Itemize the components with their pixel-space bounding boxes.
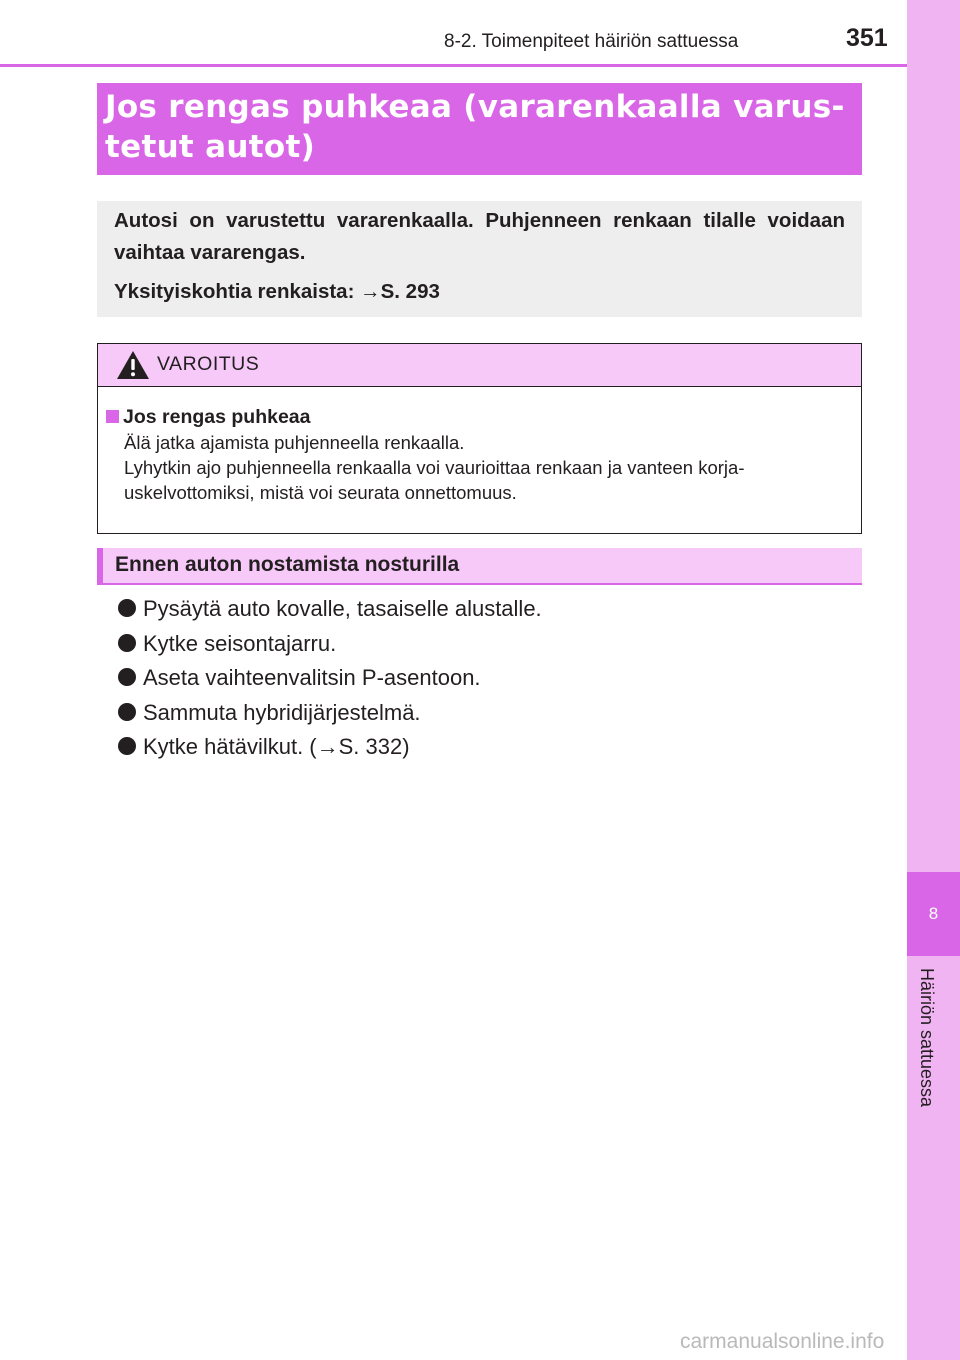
list-item xyxy=(118,696,858,731)
warning-triangle-icon xyxy=(116,350,150,380)
intro-text: Autosi on varustettu vararenkaalla. Puhjenneen renkaan tilalle voidaan vaihtaa vararengas. xyxy=(114,209,845,264)
bullet-dot-icon xyxy=(118,599,136,617)
list-item-text: Sammuta hybridijärjestelmä. xyxy=(143,699,421,725)
title-band xyxy=(97,83,862,175)
subsection-title: Ennen auton nostamista nosturilla xyxy=(115,553,460,576)
warning-line: Lyhytkin ajo puhjenneella renkaalla voi vaurioittaa renkaan ja vanteen korja- xyxy=(124,457,745,478)
list-item-text: Kytke seisontajarru. xyxy=(143,630,337,656)
section-title: 8-2. Toimenpiteet häiriön sattuessa xyxy=(444,31,739,52)
warning-label: VAROITUS xyxy=(157,353,260,375)
list-item-text: Pysäytä auto kovalle, tasaiselle alustalle. xyxy=(143,596,542,621)
bullet-dot-icon xyxy=(118,668,136,686)
header-divider xyxy=(0,64,907,67)
page-title-line-2: tetut autot) xyxy=(105,129,316,165)
warning-header xyxy=(98,344,861,387)
chapter-label: Häiriön sattuessa xyxy=(917,968,937,1108)
page-title-line-1: Jos rengas puhkeaa (vararenkaalla varus- xyxy=(105,89,845,125)
side-tab xyxy=(907,0,960,1360)
warning-box xyxy=(97,343,862,534)
list-item-text: Aseta vaihteenvalitsin P-asentoon. xyxy=(143,665,481,690)
list-item xyxy=(118,627,858,662)
warning-line: Älä jatka ajamista puhjenneella renkaalla. xyxy=(124,432,465,453)
footer-watermark: carmanualsonline.info xyxy=(680,1330,885,1353)
bullet-dot-icon xyxy=(118,703,136,721)
subsection-band xyxy=(97,548,862,585)
list-item xyxy=(118,592,858,627)
page-number: 351 xyxy=(846,24,888,52)
list-item[interactable] xyxy=(118,730,858,765)
warning-line: uskelvottomiksi, mistä voi seurata onnettomuus. xyxy=(124,482,517,503)
bullet-dot-icon xyxy=(118,737,136,755)
square-bullet-icon xyxy=(106,410,119,423)
list-item-text: Kytke hätävilkut. (→S. 332) xyxy=(143,734,410,759)
instruction-list xyxy=(118,592,858,765)
intro-reference-link[interactable]: Yksityiskohtia renkaista: →S. 293 xyxy=(114,280,440,303)
warning-item-title xyxy=(106,404,851,430)
page-title xyxy=(105,87,854,167)
list-item xyxy=(118,661,858,696)
intro-box xyxy=(97,201,862,317)
warning-item-title-text: Jos rengas puhkeaa xyxy=(123,406,311,428)
chapter-number-tab: 8 xyxy=(907,872,960,956)
bullet-dot-icon xyxy=(118,634,136,652)
warning-body xyxy=(98,387,861,505)
